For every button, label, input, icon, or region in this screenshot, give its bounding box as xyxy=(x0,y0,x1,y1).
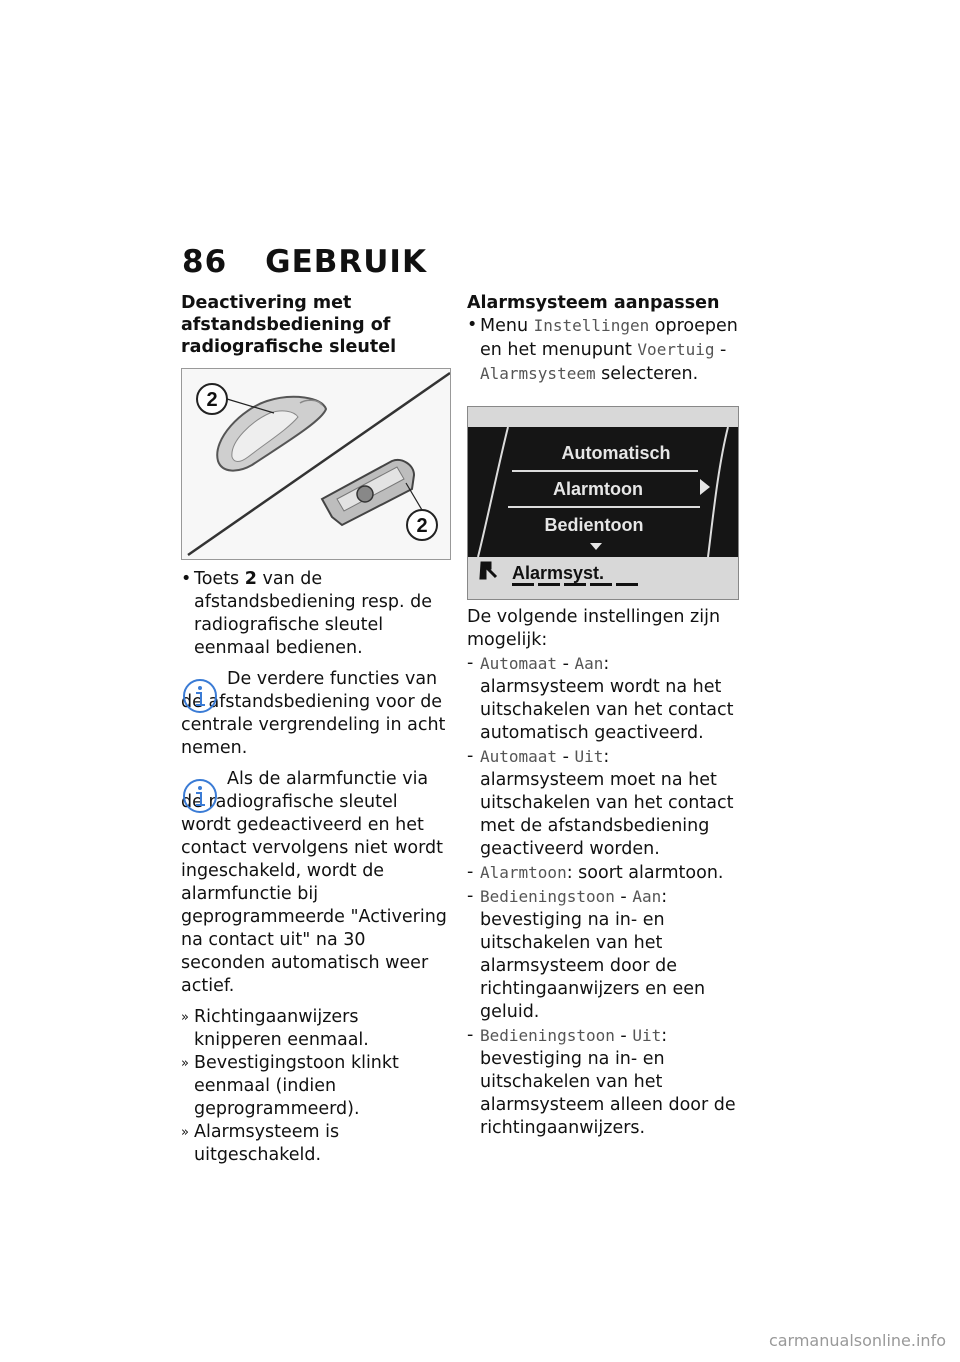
page-header xyxy=(182,244,427,280)
page-number: 86 xyxy=(182,244,228,280)
step-open-menu: • Menu Instellingen oproepen en het menupunt Voertuig - Alarmsysteem selecteren. xyxy=(467,315,738,384)
info-icon xyxy=(181,676,221,716)
callout-bottom: 2 xyxy=(416,515,428,537)
option-item: - Alarmtoon: soort alarmtoon. xyxy=(467,862,724,883)
menu-item-automatisch: Automatisch xyxy=(561,443,671,463)
result-item: » Richtingaanwijzers knipperen eenmaal. xyxy=(181,1007,369,1050)
left-column xyxy=(181,292,451,1167)
callout-top: 2 xyxy=(206,389,218,411)
key-fob-illustration xyxy=(182,369,450,559)
tft-display-figure xyxy=(467,406,739,600)
right-column xyxy=(467,292,739,1140)
option-item: - Bedieningstoon - Aan: bevestiging na in- en uitschakelen van het alarmsysteem door de richtingaanwijzers en een geluid. xyxy=(467,886,706,1022)
menu-footer-title: Alarmsyst. xyxy=(512,563,605,583)
section-heading-deactivation: Deactivering met afstandsbediening of radiografische sleutel xyxy=(181,293,397,357)
info-icon xyxy=(181,776,221,816)
key-figure xyxy=(181,368,451,560)
info-note-2: Als de alarmfunctie via de radiografische sleutel wordt gedeactiveerd en het contact vervolgens niet wordt ingeschakeld, wordt de alarmfunctie bij geprogrammeerde "Activering na contact uit" na 30 seconden automatisch weer actief. xyxy=(181,769,447,996)
option-item: - Bedieningstoon - Uit: bevestiging na in- en uitschakelen van het alarmsysteem alleen door de richtingaanwijzers. xyxy=(467,1025,736,1138)
info-note-1: De verdere functies van de afstandsbediening voor de centrale vergrendeling in acht nemen. xyxy=(181,669,446,758)
result-item: » Bevestigingstoon klinkt eenmaal (indien geprogrammeerd). xyxy=(181,1053,399,1119)
result-item: » Alarmsysteem is uitgeschakeld. xyxy=(181,1122,340,1165)
settings-options-list xyxy=(467,652,739,1140)
watermark-footer: carmanualsonline.info xyxy=(768,1331,946,1350)
settings-intro: De volgende instellingen zijn mogelijk: xyxy=(467,607,721,650)
section-heading-alarm: Alarmsysteem aanpassen xyxy=(467,293,720,313)
option-item: - Automaat - Uit: alarmsysteem moet na het uitschakelen van het contact met de afstandsbediening geactiveerd worden. xyxy=(467,746,734,859)
menu-item-bedientoon: Bedientoon xyxy=(544,515,644,535)
chapter-title: GEBRUIK xyxy=(265,244,427,280)
alarm-menu-screen xyxy=(468,407,738,599)
results-list xyxy=(181,1006,451,1167)
option-item: - Automaat - Aan: alarmsysteem wordt na het uitschakelen van het contact automatisch geactiveerd. xyxy=(467,653,734,743)
step-press-button: • Toets 2 van de afstandsbediening resp. de radiografische sleutel eenmaal bedienen. xyxy=(181,569,433,658)
menu-item-alarmtoon: Alarmtoon xyxy=(553,479,643,499)
